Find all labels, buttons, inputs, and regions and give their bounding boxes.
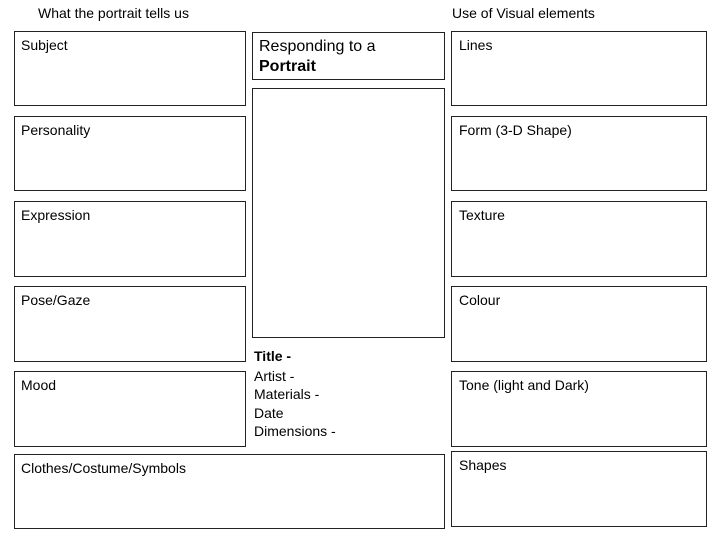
artwork-title-field: Title - [254, 348, 292, 364]
worksheet-title-box [252, 32, 445, 80]
expression-label: Expression [21, 207, 91, 223]
colour-box[interactable] [451, 286, 707, 362]
materials-field: Materials - [254, 386, 320, 402]
subject-label: Subject [21, 37, 68, 53]
form-label: Form (3-D Shape) [459, 122, 572, 138]
pose-gaze-label: Pose/Gaze [21, 292, 91, 308]
lines-box[interactable] [451, 31, 707, 106]
clothes-costume-symbols-label: Clothes/Costume/Symbols [21, 460, 186, 476]
clothes-costume-symbols-box[interactable] [14, 454, 445, 529]
personality-box[interactable] [14, 116, 246, 191]
date-field: Date [254, 405, 284, 421]
form-box[interactable] [451, 116, 707, 191]
right-column-heading: Use of Visual elements [452, 5, 595, 21]
pose-gaze-box[interactable] [14, 286, 246, 362]
portrait-image-box[interactable] [252, 88, 445, 338]
personality-label: Personality [21, 122, 91, 138]
expression-box[interactable] [14, 201, 246, 277]
shapes-box[interactable] [451, 451, 707, 527]
tone-label: Tone (light and Dark) [459, 377, 589, 393]
left-column-heading: What the portrait tells us [38, 5, 189, 21]
subject-box[interactable] [14, 31, 246, 106]
mood-box[interactable] [14, 371, 246, 447]
tone-box[interactable] [451, 371, 707, 447]
texture-box[interactable] [451, 201, 707, 277]
colour-label: Colour [459, 292, 501, 308]
dimensions-field: Dimensions - [254, 423, 336, 439]
mood-label: Mood [21, 377, 57, 393]
texture-label: Texture [459, 207, 505, 223]
shapes-label: Shapes [459, 457, 507, 473]
worksheet-title-line2: Portrait [259, 58, 316, 75]
lines-label: Lines [459, 37, 493, 53]
worksheet-title-line1: Responding to a [259, 38, 376, 55]
artist-field: Artist - [254, 368, 295, 384]
